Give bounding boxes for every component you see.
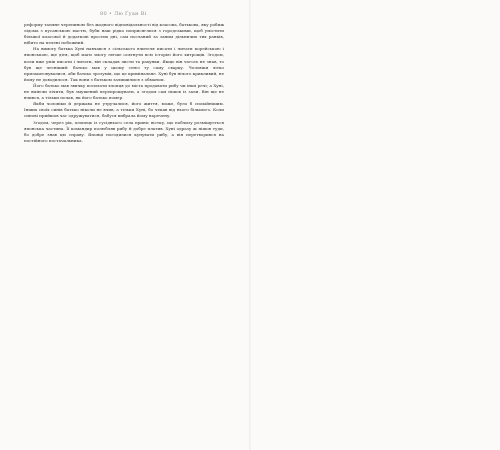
left-paragraph-5: Згодом, через рік, хлопець із сусіднього села приніс вістку, що поблизу розміщується японська частина. Її командир полюбляв рибу й добре платив. Хуні одразу ж пішов туди, бо добре знав цю справу. Японці погодилися купувати рибу, а він перетворився на постійного постачальника. xyxy=(24,119,224,143)
left-paragraph-2: На вимогу батька Хуні навчався з сільського вчителя писати і читати корейською і японською, ще дітя, щоб маги змогу легше осягнути всю історію його хитрощів. Згодом, коли вже умів писати і читати, він складав листи та рахунки. Якщо він чогось не знав, то був ще чесніший: батько мав у цьому сенсі ту саму сварку. Чоловіки чітко прилаштовувалися, аби батько зрозумів, що це кримінальне. Хуні був нічого крикливий, не йому не доводилося. Так вони з батьком залишилися з обманом. xyxy=(24,46,224,82)
left-body-text xyxy=(24,22,224,144)
left-running-head xyxy=(100,11,147,17)
left-paragraph-1: реформу таємне черепиною без жодного відповідальності від класова, батькова, яку робиж лідома з пусанською мастю, буби наш рідко поприсяглися з городськими, щоб умістити більшої класової й додаткові простих дні, сам посланий за заним дільничих тих ранків, нібито на пелені побожний. xyxy=(24,22,224,46)
left-running-head-text: 80 • Лю Ґуан Ві xyxy=(100,11,147,17)
left-paragraph-3: Його батько мав звичку посилати хлопця до міста продавати рибу чи інші речі; а Хуні, не вміючи лічити, був змушений перепрошувати, а згодом сам пішов із зали. Він ще не вчився, а тільки почав, як його батько помер. xyxy=(24,82,224,101)
left-paragraph-4: Якби чоловіки й держава не утручалися, його життя, може, було б спокійнішим. Інших своїх синів батько ніколи не вчив, а тільки Хуні, бо чекав від нього більшого. Коли синові прийшов час одружуватися, бабуся вибрала йому наречену. xyxy=(24,101,224,119)
right-page xyxy=(250,0,500,450)
